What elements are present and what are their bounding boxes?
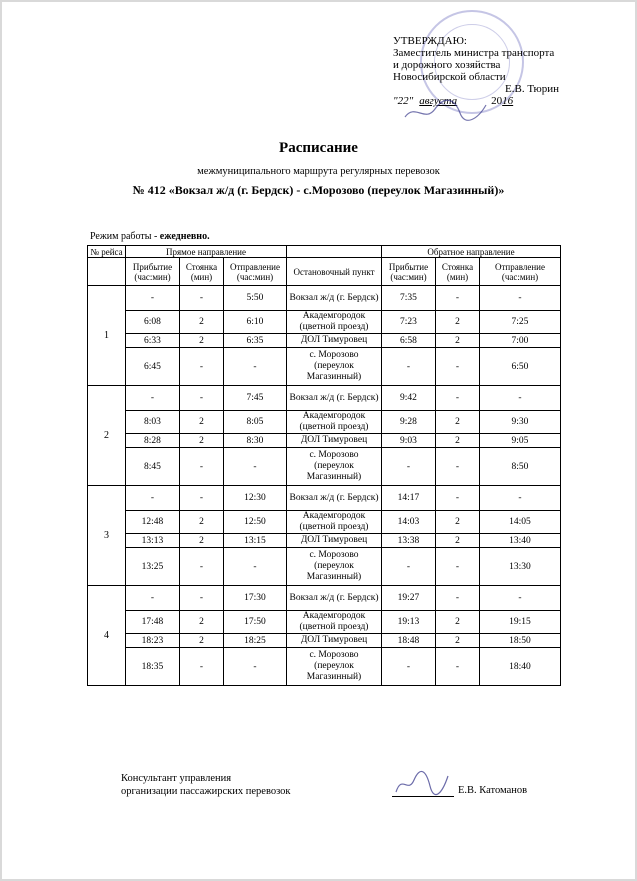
backward-stop-cell: - <box>436 486 480 511</box>
trip-number: 1 <box>88 286 126 386</box>
table-header-row-2 <box>88 258 561 286</box>
backward-stop-cell: - <box>436 548 480 586</box>
footer-signature-line <box>392 796 454 797</box>
backward-arrival-cell: - <box>382 548 436 586</box>
backward-arrival-cell: 7:35 <box>382 286 436 311</box>
backward-arrival-cell: 9:03 <box>382 434 436 448</box>
backward-departure-cell: 13:30 <box>480 548 561 586</box>
forward-arrival-cell: - <box>126 386 180 411</box>
stop-point-cell: с. Морозово (переулок Магазинный) <box>287 348 382 386</box>
forward-departure-cell: 6:35 <box>224 334 287 348</box>
forward-arrival-cell: 13:13 <box>126 534 180 548</box>
forward-stop-cell: 2 <box>180 611 224 634</box>
forward-stop-cell: - <box>180 448 224 486</box>
approval-position-2: и дорожного хозяйства <box>393 59 501 71</box>
forward-departure-cell: - <box>224 448 287 486</box>
forward-departure-cell: 8:05 <box>224 411 287 434</box>
forward-stop-cell: - <box>180 586 224 611</box>
forward-departure-cell: 8:30 <box>224 434 287 448</box>
forward-arrival-cell: 13:25 <box>126 548 180 586</box>
forward-stop-cell: 2 <box>180 434 224 448</box>
approval-date-day: "22" <box>393 95 414 107</box>
forward-departure-cell: - <box>224 648 287 686</box>
table-row <box>88 434 561 448</box>
forward-arrival-cell: 18:35 <box>126 648 180 686</box>
stop-point-cell: Академгородок (цветной проезд) <box>287 511 382 534</box>
forward-arrival-cell: - <box>126 586 180 611</box>
approval-date-year-prefix: 20 <box>491 95 503 107</box>
approval-heading: УТВЕРЖДАЮ: <box>393 35 467 47</box>
forward-stop-cell: 2 <box>180 411 224 434</box>
backward-arrival-cell: - <box>382 648 436 686</box>
stop-point-cell: ДОЛ Тимуровец <box>287 534 382 548</box>
approval-signature-blank <box>393 83 396 95</box>
consultant-signature <box>392 768 452 798</box>
header-trip-blank <box>88 258 126 286</box>
backward-stop-cell: - <box>436 286 480 311</box>
table-header-row-1 <box>88 246 561 258</box>
forward-arrival-cell: 8:45 <box>126 448 180 486</box>
trip-number: 2 <box>88 386 126 486</box>
header-blank <box>287 246 382 258</box>
table-row <box>88 311 561 334</box>
forward-departure-cell: - <box>224 548 287 586</box>
stop-point-cell: Академгородок (цветной проезд) <box>287 311 382 334</box>
table-row <box>88 411 561 434</box>
forward-arrival-cell: 8:28 <box>126 434 180 448</box>
approver-signature <box>400 95 490 125</box>
backward-departure-cell: 6:50 <box>480 348 561 386</box>
stop-point-cell: с. Морозово (переулок Магазинный) <box>287 448 382 486</box>
backward-stop-cell: 2 <box>436 411 480 434</box>
approval-signature-line <box>393 83 593 95</box>
table-row <box>88 586 561 611</box>
stop-point-cell: Вокзал ж/д (г. Бердск) <box>287 386 382 411</box>
schedule-body <box>88 286 561 686</box>
approval-position-3: Новосибирской области <box>393 71 506 83</box>
table-row <box>88 334 561 348</box>
footer-position-line-1: Консультант управления <box>121 773 232 784</box>
backward-arrival-cell: 18:48 <box>382 634 436 648</box>
forward-departure-cell: 12:50 <box>224 511 287 534</box>
operating-mode-value: ежедневно. <box>159 231 210 242</box>
forward-departure-cell: - <box>224 348 287 386</box>
backward-departure-cell: - <box>480 586 561 611</box>
backward-arrival-cell: 14:03 <box>382 511 436 534</box>
backward-arrival-cell: 14:17 <box>382 486 436 511</box>
table-row <box>88 511 561 534</box>
forward-stop-cell: - <box>180 386 224 411</box>
stop-point-cell: ДОЛ Тимуровец <box>287 334 382 348</box>
forward-stop-cell: - <box>180 486 224 511</box>
backward-arrival-cell: 13:38 <box>382 534 436 548</box>
table-row <box>88 486 561 511</box>
backward-stop-cell: - <box>436 586 480 611</box>
header-trip: № рейса <box>88 246 126 258</box>
forward-stop-cell: 2 <box>180 311 224 334</box>
table-row <box>88 611 561 634</box>
backward-departure-cell: 9:30 <box>480 411 561 434</box>
forward-departure-cell: 6:10 <box>224 311 287 334</box>
backward-stop-cell: - <box>436 648 480 686</box>
forward-departure-cell: 7:45 <box>224 386 287 411</box>
approval-date-year <box>491 95 513 107</box>
stop-point-cell: Вокзал ж/д (г. Бердск) <box>287 286 382 311</box>
forward-departure-cell: 12:30 <box>224 486 287 511</box>
backward-stop-cell: 2 <box>436 311 480 334</box>
forward-departure-cell: 17:30 <box>224 586 287 611</box>
page-edge-top <box>0 0 637 2</box>
backward-arrival-cell: 6:58 <box>382 334 436 348</box>
table-row <box>88 534 561 548</box>
backward-stop-cell: 2 <box>436 511 480 534</box>
table-row <box>88 448 561 486</box>
backward-departure-cell: - <box>480 386 561 411</box>
backward-arrival-cell: 9:28 <box>382 411 436 434</box>
forward-arrival-cell: 6:08 <box>126 311 180 334</box>
stop-point-cell: Вокзал ж/д (г. Бердск) <box>287 486 382 511</box>
table-row <box>88 634 561 648</box>
forward-stop-cell: 2 <box>180 634 224 648</box>
table-row <box>88 548 561 586</box>
backward-departure-cell: 8:50 <box>480 448 561 486</box>
stop-point-cell: с. Морозово (переулок Магазинный) <box>287 548 382 586</box>
forward-arrival-cell: 18:23 <box>126 634 180 648</box>
approval-date-year-suffix: 16 <box>502 95 514 107</box>
header-backward-arrival: Прибытие (час:мин) <box>382 258 436 286</box>
page-edge-left <box>0 0 2 881</box>
header-stop-point: Остановочный пункт <box>287 258 382 286</box>
header-forward-direction: Прямое направление <box>126 246 287 258</box>
forward-stop-cell: 2 <box>180 534 224 548</box>
schedule-table <box>87 245 561 686</box>
table-row <box>88 348 561 386</box>
document-subtitle: межмуниципального маршрута регулярных перевозок <box>197 166 440 177</box>
backward-arrival-cell: 7:23 <box>382 311 436 334</box>
route-name: № 412 «Вокзал ж/д (г. Бердск) - с.Морозово (переулок Магазинный)» <box>132 183 505 197</box>
backward-stop-cell: 2 <box>436 434 480 448</box>
trip-number: 4 <box>88 586 126 686</box>
forward-arrival-cell: - <box>126 486 180 511</box>
forward-departure-cell: 18:25 <box>224 634 287 648</box>
backward-departure-cell: 19:15 <box>480 611 561 634</box>
backward-arrival-cell: - <box>382 348 436 386</box>
forward-arrival-cell: 8:03 <box>126 411 180 434</box>
forward-arrival-cell: - <box>126 286 180 311</box>
backward-arrival-cell: 19:13 <box>382 611 436 634</box>
approval-position-1: Заместитель министра транспорта <box>393 47 555 59</box>
operating-mode <box>90 231 210 242</box>
backward-departure-cell: 7:00 <box>480 334 561 348</box>
header-backward-departure: Отправление (час:мин) <box>480 258 561 286</box>
backward-stop-cell: - <box>436 448 480 486</box>
table-row <box>88 386 561 411</box>
operating-mode-label: Режим работы - <box>90 231 160 242</box>
backward-arrival-cell: 19:27 <box>382 586 436 611</box>
backward-arrival-cell: - <box>382 448 436 486</box>
backward-stop-cell: - <box>436 386 480 411</box>
approval-name: Е.В. Тюрин <box>505 83 559 95</box>
backward-departure-cell: - <box>480 486 561 511</box>
backward-departure-cell: 18:50 <box>480 634 561 648</box>
forward-stop-cell: - <box>180 548 224 586</box>
forward-stop-cell: - <box>180 348 224 386</box>
backward-stop-cell: - <box>436 348 480 386</box>
backward-arrival-cell: 9:42 <box>382 386 436 411</box>
approval-date-month: августа <box>419 95 458 107</box>
header-forward-stop: Стоянка (мин) <box>180 258 224 286</box>
backward-departure-cell: 13:40 <box>480 534 561 548</box>
forward-stop-cell: 2 <box>180 334 224 348</box>
table-row <box>88 648 561 686</box>
stop-point-cell: Вокзал ж/д (г. Бердск) <box>287 586 382 611</box>
backward-departure-cell: 18:40 <box>480 648 561 686</box>
forward-arrival-cell: 6:33 <box>126 334 180 348</box>
table-row <box>88 286 561 311</box>
stop-point-cell: Академгородок (цветной проезд) <box>287 611 382 634</box>
footer-name: Е.В. Катоманов <box>458 785 528 796</box>
forward-stop-cell: - <box>180 286 224 311</box>
backward-stop-cell: 2 <box>436 634 480 648</box>
backward-stop-cell: 2 <box>436 334 480 348</box>
forward-arrival-cell: 12:48 <box>126 511 180 534</box>
stop-point-cell: ДОЛ Тимуровец <box>287 434 382 448</box>
forward-stop-cell: - <box>180 648 224 686</box>
header-forward-arrival: Прибытие (час:мин) <box>126 258 180 286</box>
stop-point-cell: ДОЛ Тимуровец <box>287 634 382 648</box>
forward-arrival-cell: 17:48 <box>126 611 180 634</box>
forward-departure-cell: 17:50 <box>224 611 287 634</box>
forward-arrival-cell: 6:45 <box>126 348 180 386</box>
backward-stop-cell: 2 <box>436 611 480 634</box>
backward-departure-cell: 14:05 <box>480 511 561 534</box>
backward-departure-cell: - <box>480 286 561 311</box>
backward-stop-cell: 2 <box>436 534 480 548</box>
backward-departure-cell: 7:25 <box>480 311 561 334</box>
header-forward-departure: Отправление (час:мин) <box>224 258 287 286</box>
header-backward-stop: Стоянка (мин) <box>436 258 480 286</box>
forward-departure-cell: 5:50 <box>224 286 287 311</box>
forward-departure-cell: 13:15 <box>224 534 287 548</box>
trip-number: 3 <box>88 486 126 586</box>
footer-position-line-2: организации пассажирских перевозок <box>121 786 291 797</box>
forward-stop-cell: 2 <box>180 511 224 534</box>
header-backward-direction: Обратное направление <box>382 246 561 258</box>
backward-departure-cell: 9:05 <box>480 434 561 448</box>
document-title: Расписание <box>279 140 358 156</box>
stop-point-cell: с. Морозово (переулок Магазинный) <box>287 648 382 686</box>
footer-position <box>121 772 291 798</box>
stop-point-cell: Академгородок (цветной проезд) <box>287 411 382 434</box>
